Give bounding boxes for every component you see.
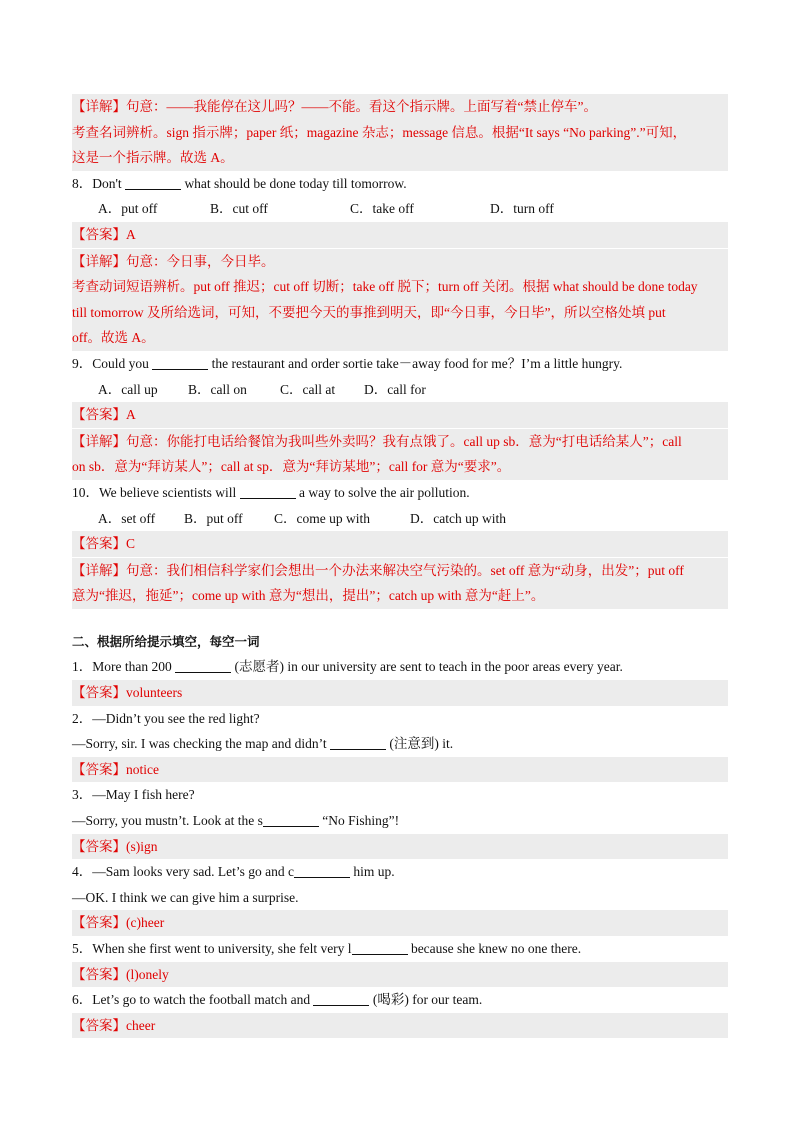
answer-blank xyxy=(294,863,350,878)
option-b: B．cut off xyxy=(210,201,268,217)
question-text: —Sorry, you mustn’t. Look at the s xyxy=(72,813,263,829)
fill-question-3-line2 xyxy=(72,808,728,834)
question-text: (志愿者) in our university are sent to teach in the poor areas every year. xyxy=(231,659,623,675)
option-a: A．put off xyxy=(98,201,158,217)
question-text: 8．Don't xyxy=(72,175,126,191)
detail-line: off。故选 A。 xyxy=(72,330,155,346)
option-b: B．call on xyxy=(188,381,247,397)
question-text: the restaurant and order sortie take－away food for me？I’m a little hungry. xyxy=(208,355,623,371)
question-10-options xyxy=(72,506,728,532)
detail-line: 考查名词辨析。sign 指示牌；paper 纸；magazine 杂志；message 信息。根据“It says “No parking”.”可知， xyxy=(72,124,687,140)
fill-question-6 xyxy=(72,987,728,1013)
fill-answer-1: 【答案】volunteers xyxy=(72,680,728,706)
fill-question-3-line1: 3．—May I fish here? xyxy=(72,787,195,803)
question-text: (注意到) it. xyxy=(385,736,454,752)
fill-question-4-line1 xyxy=(72,859,728,885)
q9-answer: 【答案】A xyxy=(72,402,728,428)
answer-blank xyxy=(152,355,208,370)
option-c: C．call at xyxy=(280,381,336,397)
option-a: A．call up xyxy=(98,381,158,397)
question-text: because she knew no one there. xyxy=(407,941,582,956)
question-8-options xyxy=(72,196,728,222)
fill-answer-3: 【答案】(s)ign xyxy=(72,834,728,860)
answer-blank xyxy=(263,812,319,827)
fill-question-2-line1: 2．—Didn’t you see the red light? xyxy=(72,710,260,726)
question-9-options xyxy=(72,377,728,403)
question-9 xyxy=(72,351,728,377)
question-text: 10．We believe scientists will xyxy=(72,484,240,500)
answer-blank xyxy=(175,658,231,673)
detail-line: till tomorrow 及所给选词，可知，不要把今天的事推到明天，即“今日事，今日毕”，所以空格处填 put xyxy=(72,304,666,320)
question-text: what should be done today till tomorrow. xyxy=(181,175,407,191)
detail-line: 【详解】句意：你能打电话给餐馆为我叫些外卖吗？我有点饿了。call up sb．意为“打电话给某人”；call xyxy=(72,433,682,449)
answer-blank xyxy=(313,991,369,1006)
option-d: D．turn off xyxy=(490,201,554,217)
option-d: D．call for xyxy=(364,381,426,397)
fill-question-5 xyxy=(72,936,728,962)
section-title: 二、根据所给提示填空，每空一词 xyxy=(72,633,260,649)
question-text: “No Fishing”! xyxy=(318,813,400,829)
q7-detail-block xyxy=(72,94,728,171)
option-a: A．set off xyxy=(98,510,156,526)
question-text: him up. xyxy=(349,864,395,880)
question-text: —Sorry, sir. I was checking the map and didn’t xyxy=(72,736,330,752)
question-text: (喝彩) for our team. xyxy=(369,992,483,1008)
q8-detail-block xyxy=(72,249,728,351)
answer-blank xyxy=(240,484,296,499)
answer-blank xyxy=(125,175,181,190)
option-b: B．put off xyxy=(184,510,243,526)
detail-line: 这是一个指示牌。故选 A。 xyxy=(72,150,234,166)
option-c: C．take off xyxy=(350,201,414,217)
q10-answer: 【答案】C xyxy=(72,531,728,557)
option-c: C．come up with xyxy=(274,510,370,526)
answer-blank xyxy=(352,940,408,955)
question-text: 1．More than 200 xyxy=(72,659,176,675)
question-text: 5．When she first went to university, she felt very l xyxy=(72,941,352,956)
option-d: D．catch up with xyxy=(410,510,506,526)
detail-line: 意为“推迟，拖延”；come up with 意为“想出，提出”；catch up with 意为“赶上”。 xyxy=(72,588,545,604)
fill-question-4-line2: —OK. I think we can give him a surprise. xyxy=(72,889,299,905)
fill-answer-4: 【答案】(c)heer xyxy=(72,910,728,936)
detail-line: 【详解】句意：今日事，今日毕。 xyxy=(72,253,275,269)
fill-answer-6: 【答案】cheer xyxy=(72,1013,728,1039)
fill-question-1 xyxy=(72,654,728,680)
fill-question-2-line2 xyxy=(72,731,728,757)
question-8 xyxy=(72,171,728,197)
answer-blank xyxy=(330,735,386,750)
fill-answer-5: 【答案】(l)onely xyxy=(72,962,728,988)
question-text: a way to solve the air pollution. xyxy=(295,484,470,500)
question-text: 6．Let’s go to watch the football match and xyxy=(72,992,314,1008)
q9-detail-block xyxy=(72,429,728,480)
question-text: 9．Could you xyxy=(72,355,153,371)
question-10 xyxy=(72,480,728,506)
content xyxy=(72,94,728,1038)
q8-answer: 【答案】A xyxy=(72,222,728,248)
fill-answer-2: 【答案】notice xyxy=(72,757,728,783)
detail-line: 【详解】句意：——我能停在这儿吗？——不能。看这个指示牌。上面写着“禁止停车”。 xyxy=(72,99,597,114)
q10-detail-block xyxy=(72,558,728,609)
question-text: 4．—Sam looks very sad. Let’s go and c xyxy=(72,864,294,880)
detail-line: on sb．意为“拜访某人”；call at sp．意为“拜访某地”；call for 意为“要求”。 xyxy=(72,459,511,475)
detail-line: 【详解】句意：我们相信科学家们会想出一个办法来解决空气污染的。set off 意为“动身，出发”；put off xyxy=(72,562,684,578)
detail-line: 考查动词短语辨析。put off 推迟；cut off 切断；take off 脱下；turn off 关闭。根据 what should be done today xyxy=(72,279,698,295)
